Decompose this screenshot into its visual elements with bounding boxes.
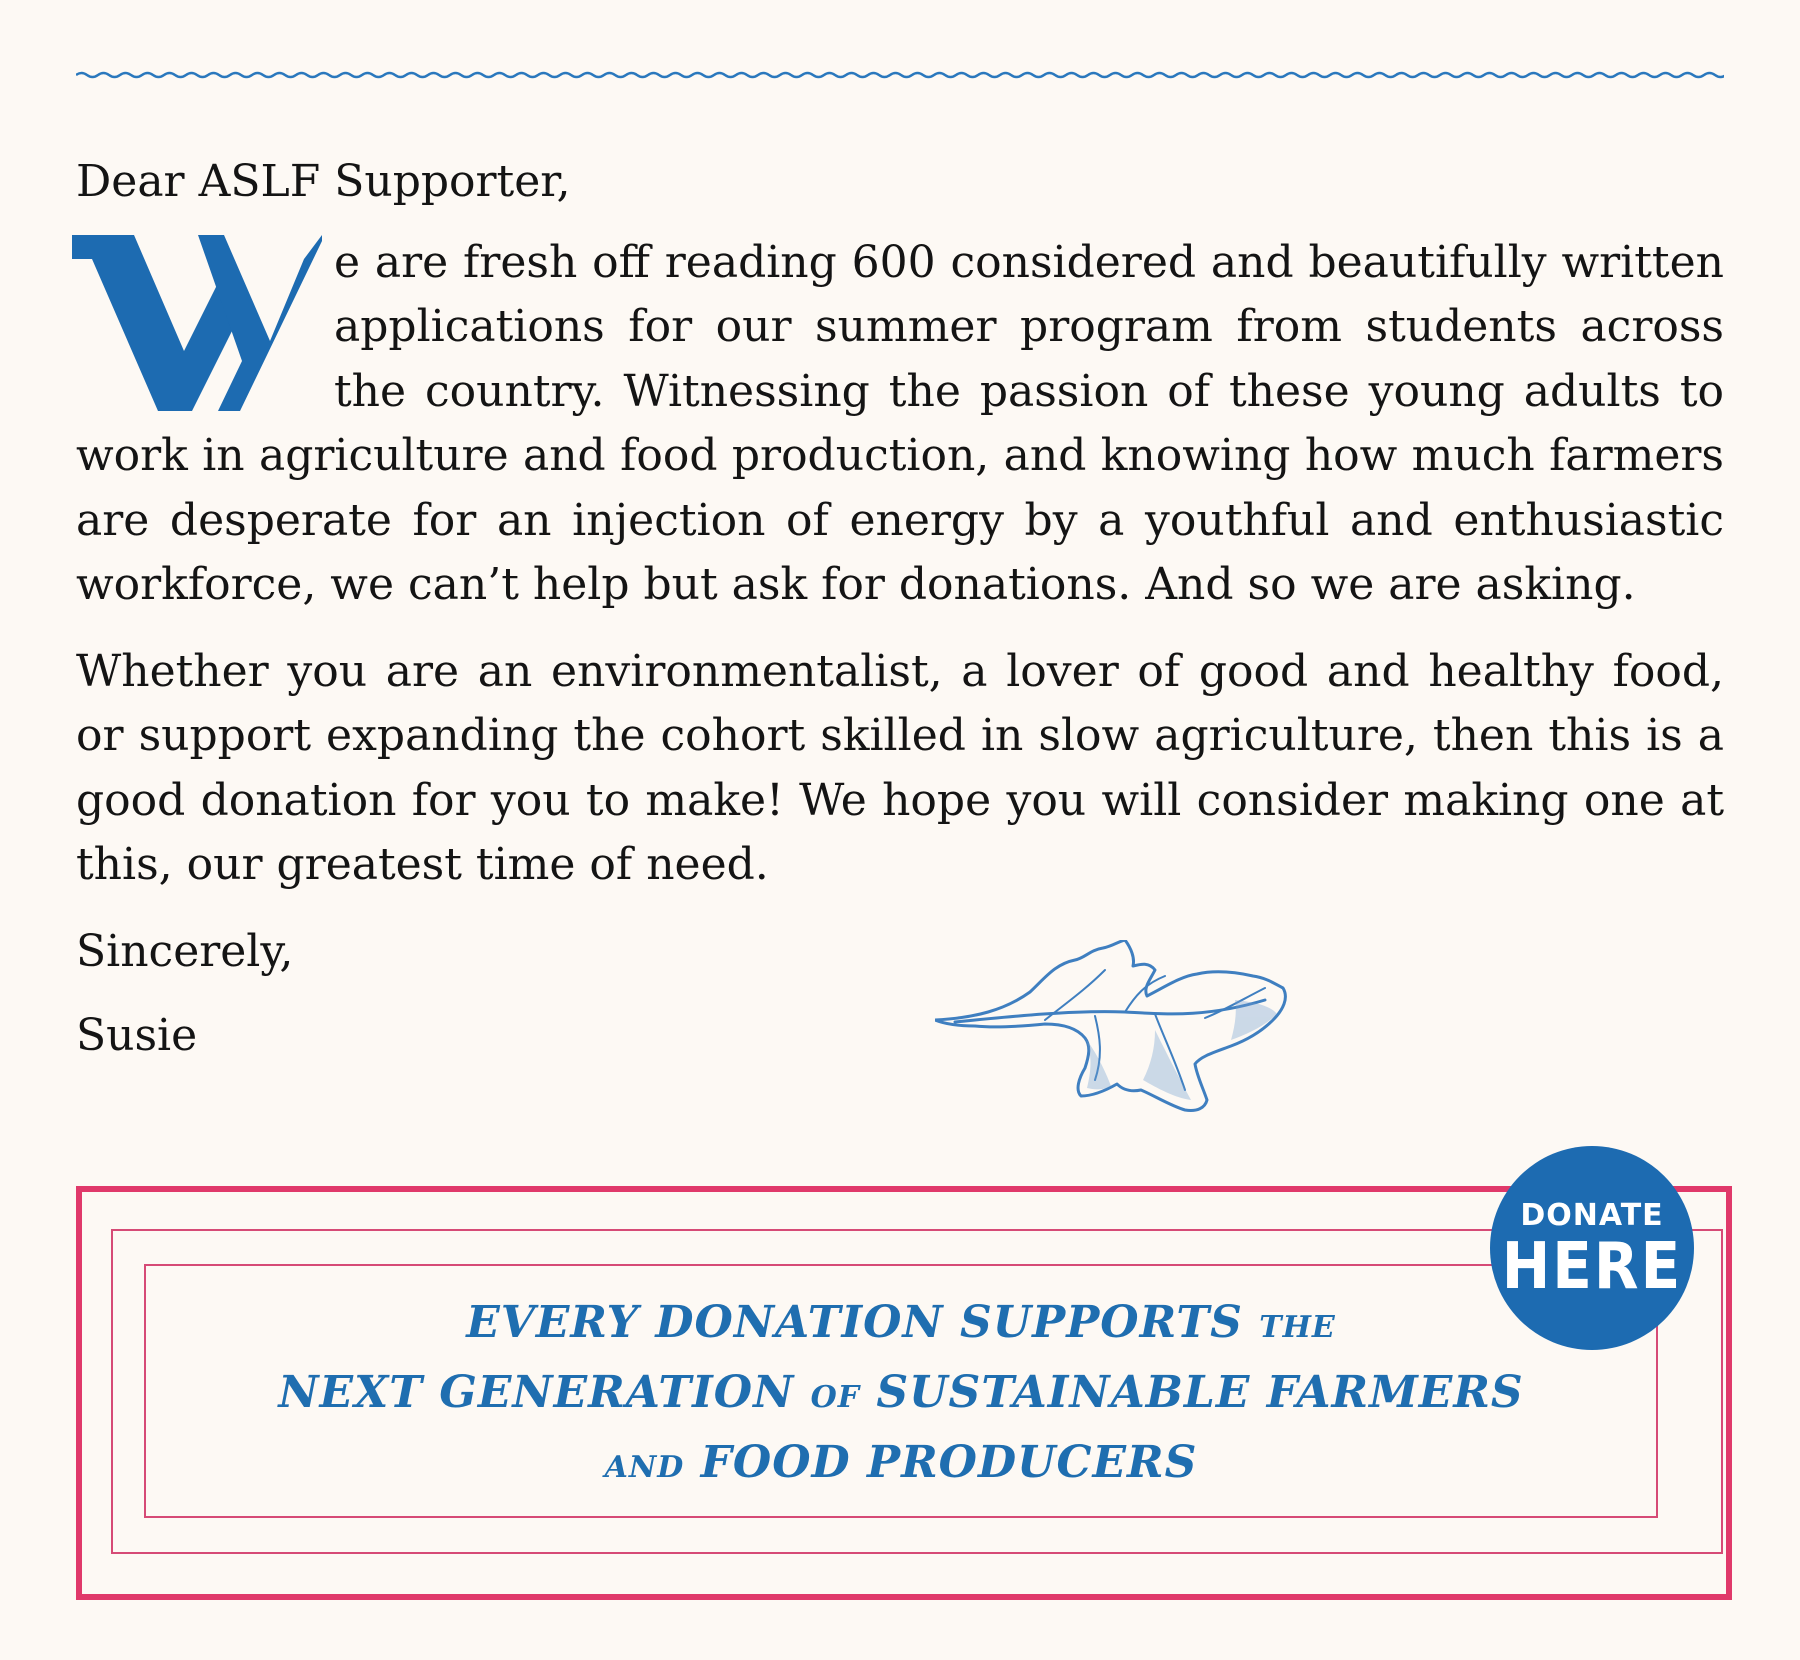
- cta-line-2-big-b: SUSTAINABLE FARMERS: [876, 1367, 1524, 1418]
- oak-leaf-icon: [935, 940, 1335, 1120]
- closing: Sincerely,: [76, 925, 294, 977]
- paragraph-1-text: e are fresh off reading 600 considered and beautifully written applications for our summer program from students across the country. Witnessing the passion of these young adults to work in agriculture and food production, and knowing how much farmers are desperate for an injection of energy by a youthful and enthusiastic workforce, we can’t help but ask for donations. And so we are asking.: [76, 236, 1724, 610]
- donate-here-button[interactable]: [1490, 1146, 1694, 1350]
- cta-line-3: [144, 1430, 1658, 1500]
- cta-line-2: [144, 1360, 1658, 1430]
- donate-label: DONATE: [1520, 1198, 1664, 1233]
- signature: Susie: [76, 1010, 198, 1061]
- here-label: HERE: [1501, 1228, 1683, 1304]
- cta-line-3-small: AND: [604, 1450, 685, 1485]
- donation-message: [144, 1290, 1658, 1500]
- wave-divider-icon: [76, 64, 1724, 86]
- salutation: Dear ASLF Supporter,: [76, 156, 571, 207]
- cta-line-1-small: THE: [1259, 1310, 1336, 1345]
- cta-line-2-big-a: NEXT GENERATION: [278, 1367, 795, 1418]
- letter-paragraph-2: Whether you are an environmentalist, a lover of good and healthy food, or support expanding the cohort skilled in slow agriculture, then this is a good donation for you to make! We hope you will consider making one at this, our greatest time of need.: [76, 645, 1724, 890]
- letter-paragraph-1: [76, 231, 1724, 618]
- cta-line-1-big: EVERY DONATION SUPPORTS: [466, 1297, 1243, 1348]
- cta-line-2-small: OF: [810, 1380, 861, 1415]
- cta-line-1: [144, 1290, 1658, 1360]
- letter-body: [76, 150, 1724, 1069]
- drop-cap-w: [72, 235, 322, 411]
- cta-line-3-big: FOOD PRODUCERS: [700, 1437, 1198, 1488]
